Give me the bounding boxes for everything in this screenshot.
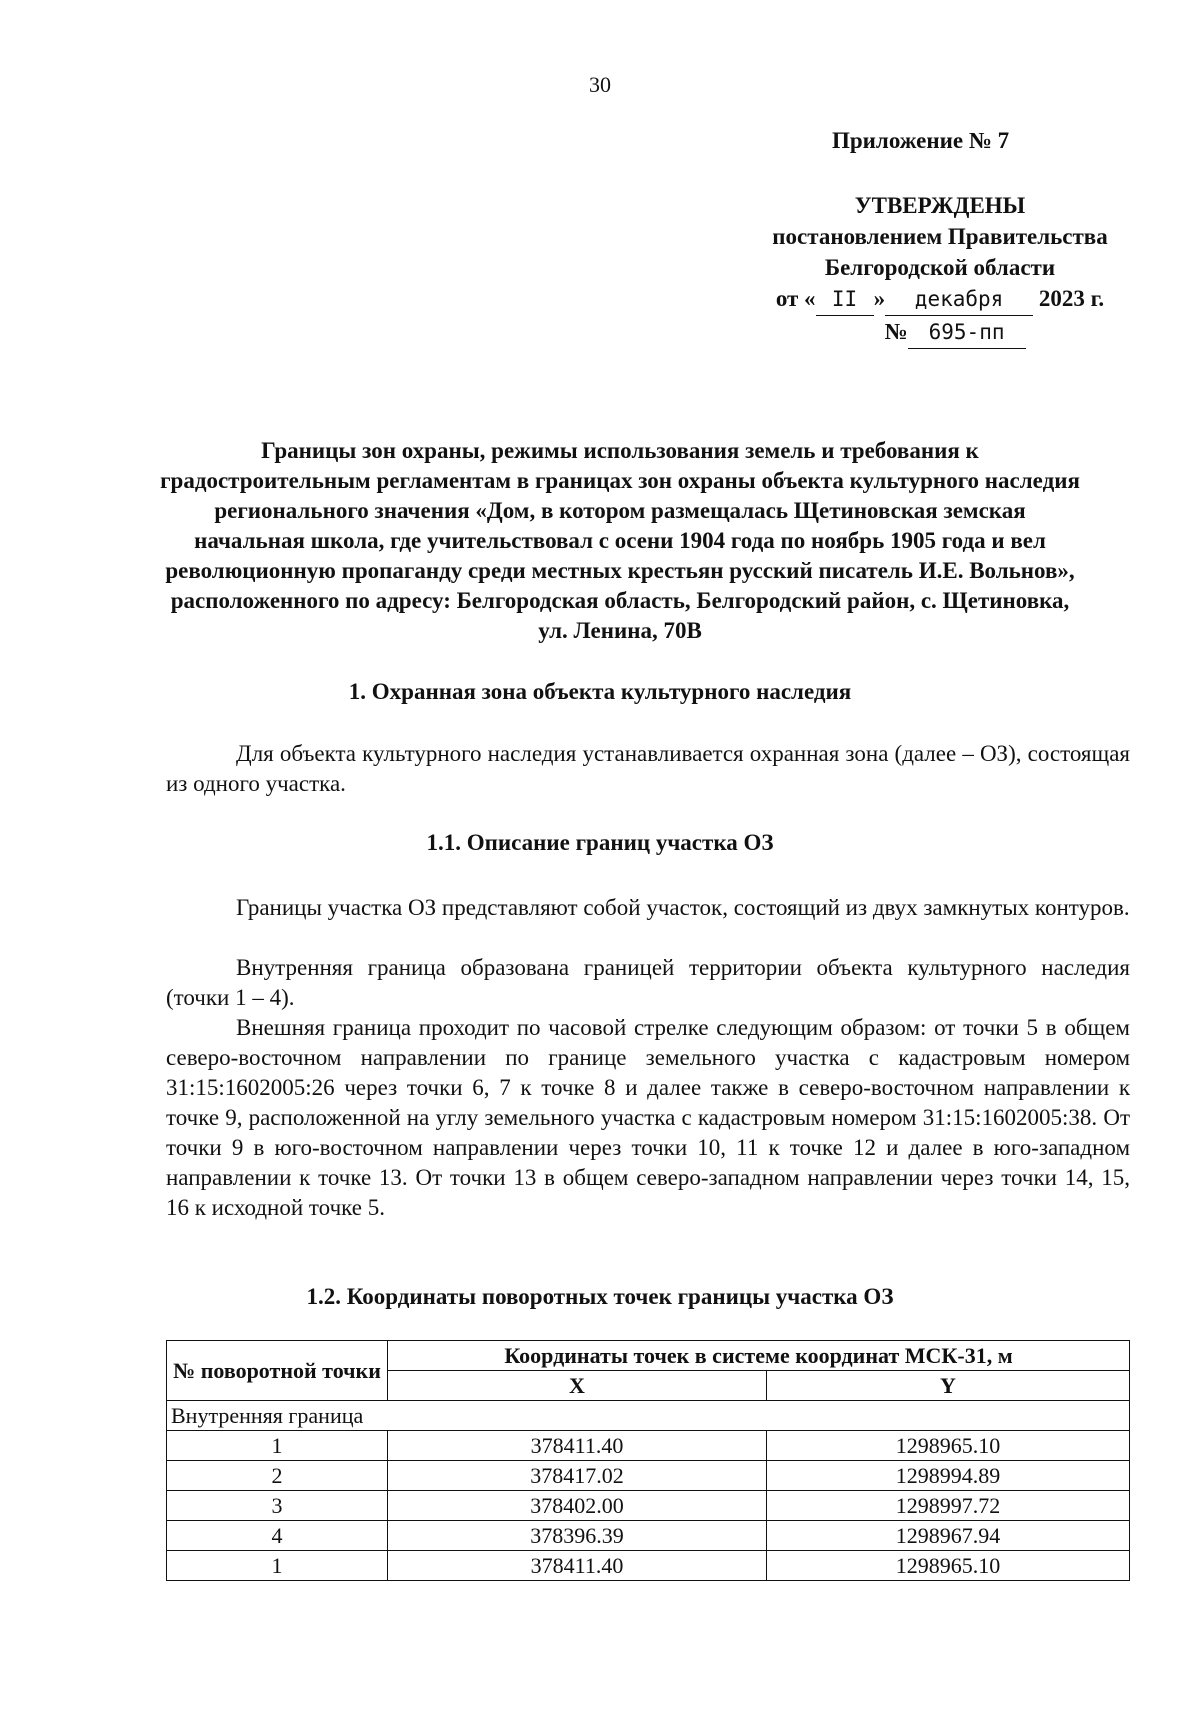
- cell-y: 1298965.10: [767, 1551, 1130, 1581]
- approval-block: [730, 190, 1150, 349]
- group-inner-boundary: Внутренняя граница: [167, 1401, 1130, 1431]
- cell-x: 378411.40: [388, 1551, 767, 1581]
- cell-y: 1298994.89: [767, 1461, 1130, 1491]
- coordinates-table: [166, 1340, 1130, 1581]
- document-title: Границы зон охраны, режимы использования земель и требования к градостроительным регламентам в границах зон охраны объекта культурного наследия регионального значения «Дом, в котором размещалась Щетиновская земская начальная школа, где учительствовал с осени 1904 года по ноябрь 1905 года и вел революционную пропаганду среди местных крестьян русский писатель И.Е. Вольнов», расположенного по адресу: Белгородская область, Белгородский район, с. Щетиновка, ул. Ленина, 70В: [160, 438, 1080, 643]
- cell-point: 1: [167, 1551, 388, 1581]
- number-prefix: №: [884, 319, 908, 344]
- cell-x: 378396.39: [388, 1521, 767, 1551]
- col-y: Y: [767, 1371, 1130, 1401]
- col-coordinates: Координаты точек в системе координат МСК-31, м: [388, 1341, 1130, 1371]
- table-row: [167, 1551, 1130, 1581]
- section-1-1-paragraph-3: Внешняя граница проходит по часовой стрелке следующим образом: от точки 5 в общем северо-восточном направлении по границе земельного участка с кадастровым номером 31:15:1602005:26 через точки 6, 7 к точке 8 и далее также в северо-восточном направлении к точке 9, расположенной на углу земельного участка с кадастровым номером 31:15:1602005:38. От точки 9 в юго-восточном направлении через точки 10, 11 к точке 12 и далее в юго-западном направлении к точке 13. От точки 13 в общем северо-западном направлении через точки 14, 15, 16 к исходной точке 5.: [166, 1015, 1130, 1220]
- date-day: II: [816, 284, 874, 316]
- section-1-2-heading: 1.2. Координаты поворотных точек границы участка ОЗ: [306, 1284, 894, 1309]
- col-x: X: [388, 1371, 767, 1401]
- number-value: 695-пп: [908, 317, 1026, 349]
- appendix-label: Приложение № 7: [832, 128, 1010, 153]
- cell-y: 1298967.94: [767, 1521, 1130, 1551]
- col-point-number: № поворотной точки: [167, 1341, 388, 1401]
- table-row: [167, 1491, 1130, 1521]
- cell-x: 378402.00: [388, 1491, 767, 1521]
- cell-y: 1298965.10: [767, 1431, 1130, 1461]
- date-mid: »: [873, 286, 886, 311]
- section-1-heading: 1. Охранная зона объекта культурного наследия: [348, 679, 852, 704]
- cell-y: 1298997.72: [767, 1491, 1130, 1521]
- approved-heading: УТВЕРЖДЕНЫ: [854, 193, 1026, 218]
- cell-point: 4: [167, 1521, 388, 1551]
- section-1-1-paragraph-2: Внутренняя граница образована границей территории объекта культурного наследия (точки 1 – 4).: [166, 955, 1130, 1010]
- cell-point: 1: [167, 1431, 388, 1461]
- date-year: 2023 г.: [1038, 286, 1105, 311]
- date-prefix: от «: [775, 286, 816, 311]
- table-row: [167, 1431, 1130, 1461]
- table-row: [167, 1461, 1130, 1491]
- approval-date: [730, 283, 1150, 316]
- cell-point: 3: [167, 1491, 388, 1521]
- section-1-1-heading: 1.1. Описание границ участка ОЗ: [426, 830, 774, 855]
- date-month: декабря: [885, 284, 1033, 316]
- cell-x: 378417.02: [388, 1461, 767, 1491]
- approval-line-2: Белгородской области: [824, 255, 1056, 280]
- table-row: [167, 1521, 1130, 1551]
- section-1-text: Для объекта культурного наследия устанавливается охранная зона (далее – ОЗ), состоящая из одного участка.: [166, 741, 1130, 796]
- section-1-1-paragraph-1: Границы участка ОЗ представляют собой участок, состоящий из двух замкнутых контуров.: [236, 895, 1130, 920]
- approval-line-1: постановлением Правительства: [772, 224, 1108, 249]
- approval-number: [730, 316, 1150, 349]
- cell-x: 378411.40: [388, 1431, 767, 1461]
- cell-point: 2: [167, 1461, 388, 1491]
- page-number: 30: [589, 72, 611, 97]
